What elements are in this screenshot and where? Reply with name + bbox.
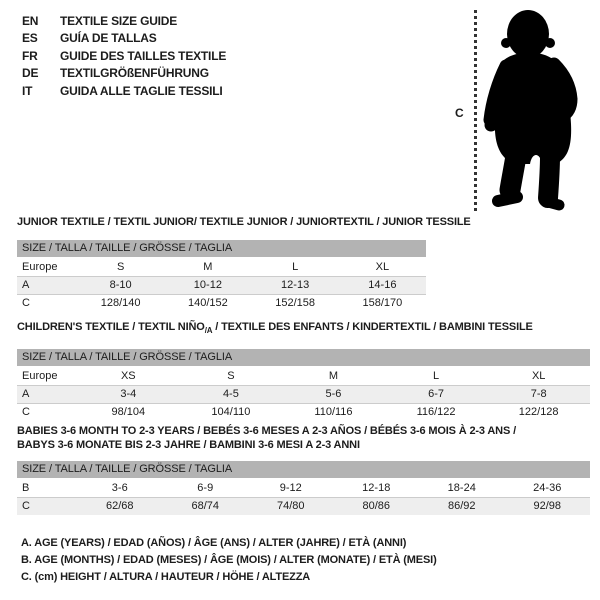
table-cell: 3-6 <box>111 482 128 494</box>
table-cell: L <box>433 370 440 383</box>
table-cell: 98/104 <box>111 406 146 419</box>
language-item <box>22 83 226 100</box>
table-cell: 80/86 <box>362 500 391 512</box>
table-cell: 86/92 <box>447 500 476 512</box>
table-cell: XL <box>531 370 546 383</box>
table-row <box>17 276 426 294</box>
table-cell: M <box>328 370 339 383</box>
table-cell: 12-13 <box>281 279 310 291</box>
row-label: Europe <box>22 370 58 383</box>
table-row <box>17 259 426 276</box>
table-cell: 4-5 <box>222 388 239 401</box>
table-cell: 5-6 <box>325 388 342 401</box>
table-cell: 104/110 <box>211 406 251 419</box>
language-item <box>22 48 226 65</box>
table-cell: 24-36 <box>533 482 562 494</box>
table-cell: 9-12 <box>279 482 302 494</box>
table-cell: 68/74 <box>191 500 220 512</box>
table-cell: S <box>227 370 235 383</box>
table-cell: XS <box>120 370 136 383</box>
table-cell: 6-9 <box>197 482 214 494</box>
row-label: Europe <box>22 261 58 273</box>
table-cell: 14-16 <box>368 279 397 291</box>
table-cell: 8-10 <box>109 279 132 291</box>
language-list <box>22 13 226 100</box>
language-title: TEXTILE SIZE GUIDE <box>60 14 178 28</box>
language-title: GUIDA ALLE TAGLIE TESSILI <box>60 83 223 98</box>
language-title: GUIDE DES TAILLES TEXTILE <box>60 48 227 63</box>
language-title: GUÍA DE TALLAS <box>60 31 157 46</box>
size-header-bar: SIZE / TALLA / TAILLE / GRÖSSE / TAGLIA <box>17 349 590 366</box>
language-title: TEXTILGRÖßENFÜHRUNG <box>60 66 209 81</box>
height-measure-label: C <box>455 106 464 120</box>
footnote-line: C. (cm) HEIGHT / ALTURA / HAUTEUR / HÖHE / ALTEZZA <box>21 571 311 583</box>
table-cell: 110/116 <box>314 406 353 419</box>
footnotes <box>21 535 437 586</box>
size-header-bar: SIZE / TALLA / TAILLE / GRÖSSE / TAGLIA <box>17 240 426 257</box>
height-dotted-line <box>474 10 477 211</box>
table-title: JUNIOR TEXTILE / TEXTIL JUNIOR/ TEXTILE JUNIOR / JUNIORTEXTIL / JUNIOR TESSILE <box>17 216 471 228</box>
table-cell: XL <box>375 261 390 273</box>
table-row <box>17 403 590 421</box>
language-code: FR <box>22 48 38 63</box>
size-header-bar: SIZE / TALLA / TAILLE / GRÖSSE / TAGLIA <box>17 461 590 478</box>
table-row <box>17 497 590 515</box>
table-row <box>17 385 590 403</box>
table-cell: M <box>203 261 213 273</box>
table-cell: 92/98 <box>533 500 562 512</box>
table-cell: 140/152 <box>187 297 228 309</box>
row-label: B <box>22 482 30 494</box>
language-item <box>22 13 226 30</box>
table-cell: 12-18 <box>362 482 391 494</box>
table-cell: 116/122 <box>416 406 456 419</box>
language-item <box>22 65 226 82</box>
junior-table-section <box>17 216 471 312</box>
language-code: EN <box>22 14 39 28</box>
table-row <box>17 368 590 385</box>
table-cell: 74/80 <box>276 500 305 512</box>
footnote-line: A. AGE (YEARS) / EDAD (AÑOS) / ÂGE (ANS) / ALTER (JAHRE) / ETÀ (ANNI) <box>21 537 407 549</box>
table-title: CHILDREN'S TEXTILE / TEXTIL $NIÑO_{/A}$ / TEXTILE DES ENFANTS / KINDERTEXTIL / BAMBINI TESSILE <box>17 321 533 336</box>
children-table-section <box>17 321 590 421</box>
table-cell: 10-12 <box>193 279 222 291</box>
language-item <box>22 30 226 47</box>
table-cell: 62/68 <box>105 500 134 512</box>
table-title: BABIES 3-6 MONTH TO 2-3 YEARS / BEBÉS 3-6 MESES A 2-3 AÑOS / BÉBÉS 3-6 MOIS À 2-3 ANS / <box>17 425 516 437</box>
language-code: IT <box>22 83 33 98</box>
row-label: C <box>22 297 30 309</box>
table-cell: 18-24 <box>447 482 476 494</box>
table-cell: L <box>292 261 299 273</box>
language-code: ES <box>22 31 38 46</box>
table-row <box>17 480 590 497</box>
footnote-line: B. AGE (MONTHS) / EDAD (MESES) / ÂGE (MOIS) / ALTER (MONATE) / ETÀ (MESI) <box>21 554 437 566</box>
table-row <box>17 294 426 312</box>
row-label: A <box>22 279 30 291</box>
row-label: C <box>22 406 30 419</box>
table-cell: 152/158 <box>275 297 315 309</box>
table-cell: 3-4 <box>120 388 137 401</box>
table-cell: 158/170 <box>362 297 403 309</box>
row-label: C <box>22 500 30 512</box>
babies-table-section <box>17 425 590 515</box>
table-cell: 7-8 <box>530 388 547 401</box>
table-cell: 128/140 <box>100 297 141 309</box>
table-cell: 122/128 <box>518 406 559 419</box>
language-code: DE <box>22 66 39 81</box>
toddler-silhouette-icon <box>484 6 590 212</box>
row-label: A <box>22 388 30 401</box>
table-cell: 6-7 <box>428 388 445 401</box>
table-cell: S <box>116 261 125 273</box>
table-title-line2: BABYS 3-6 MONATE BIS 2-3 JAHRE / BAMBINI 3-6 MESI A 2-3 ANNI <box>17 439 360 451</box>
